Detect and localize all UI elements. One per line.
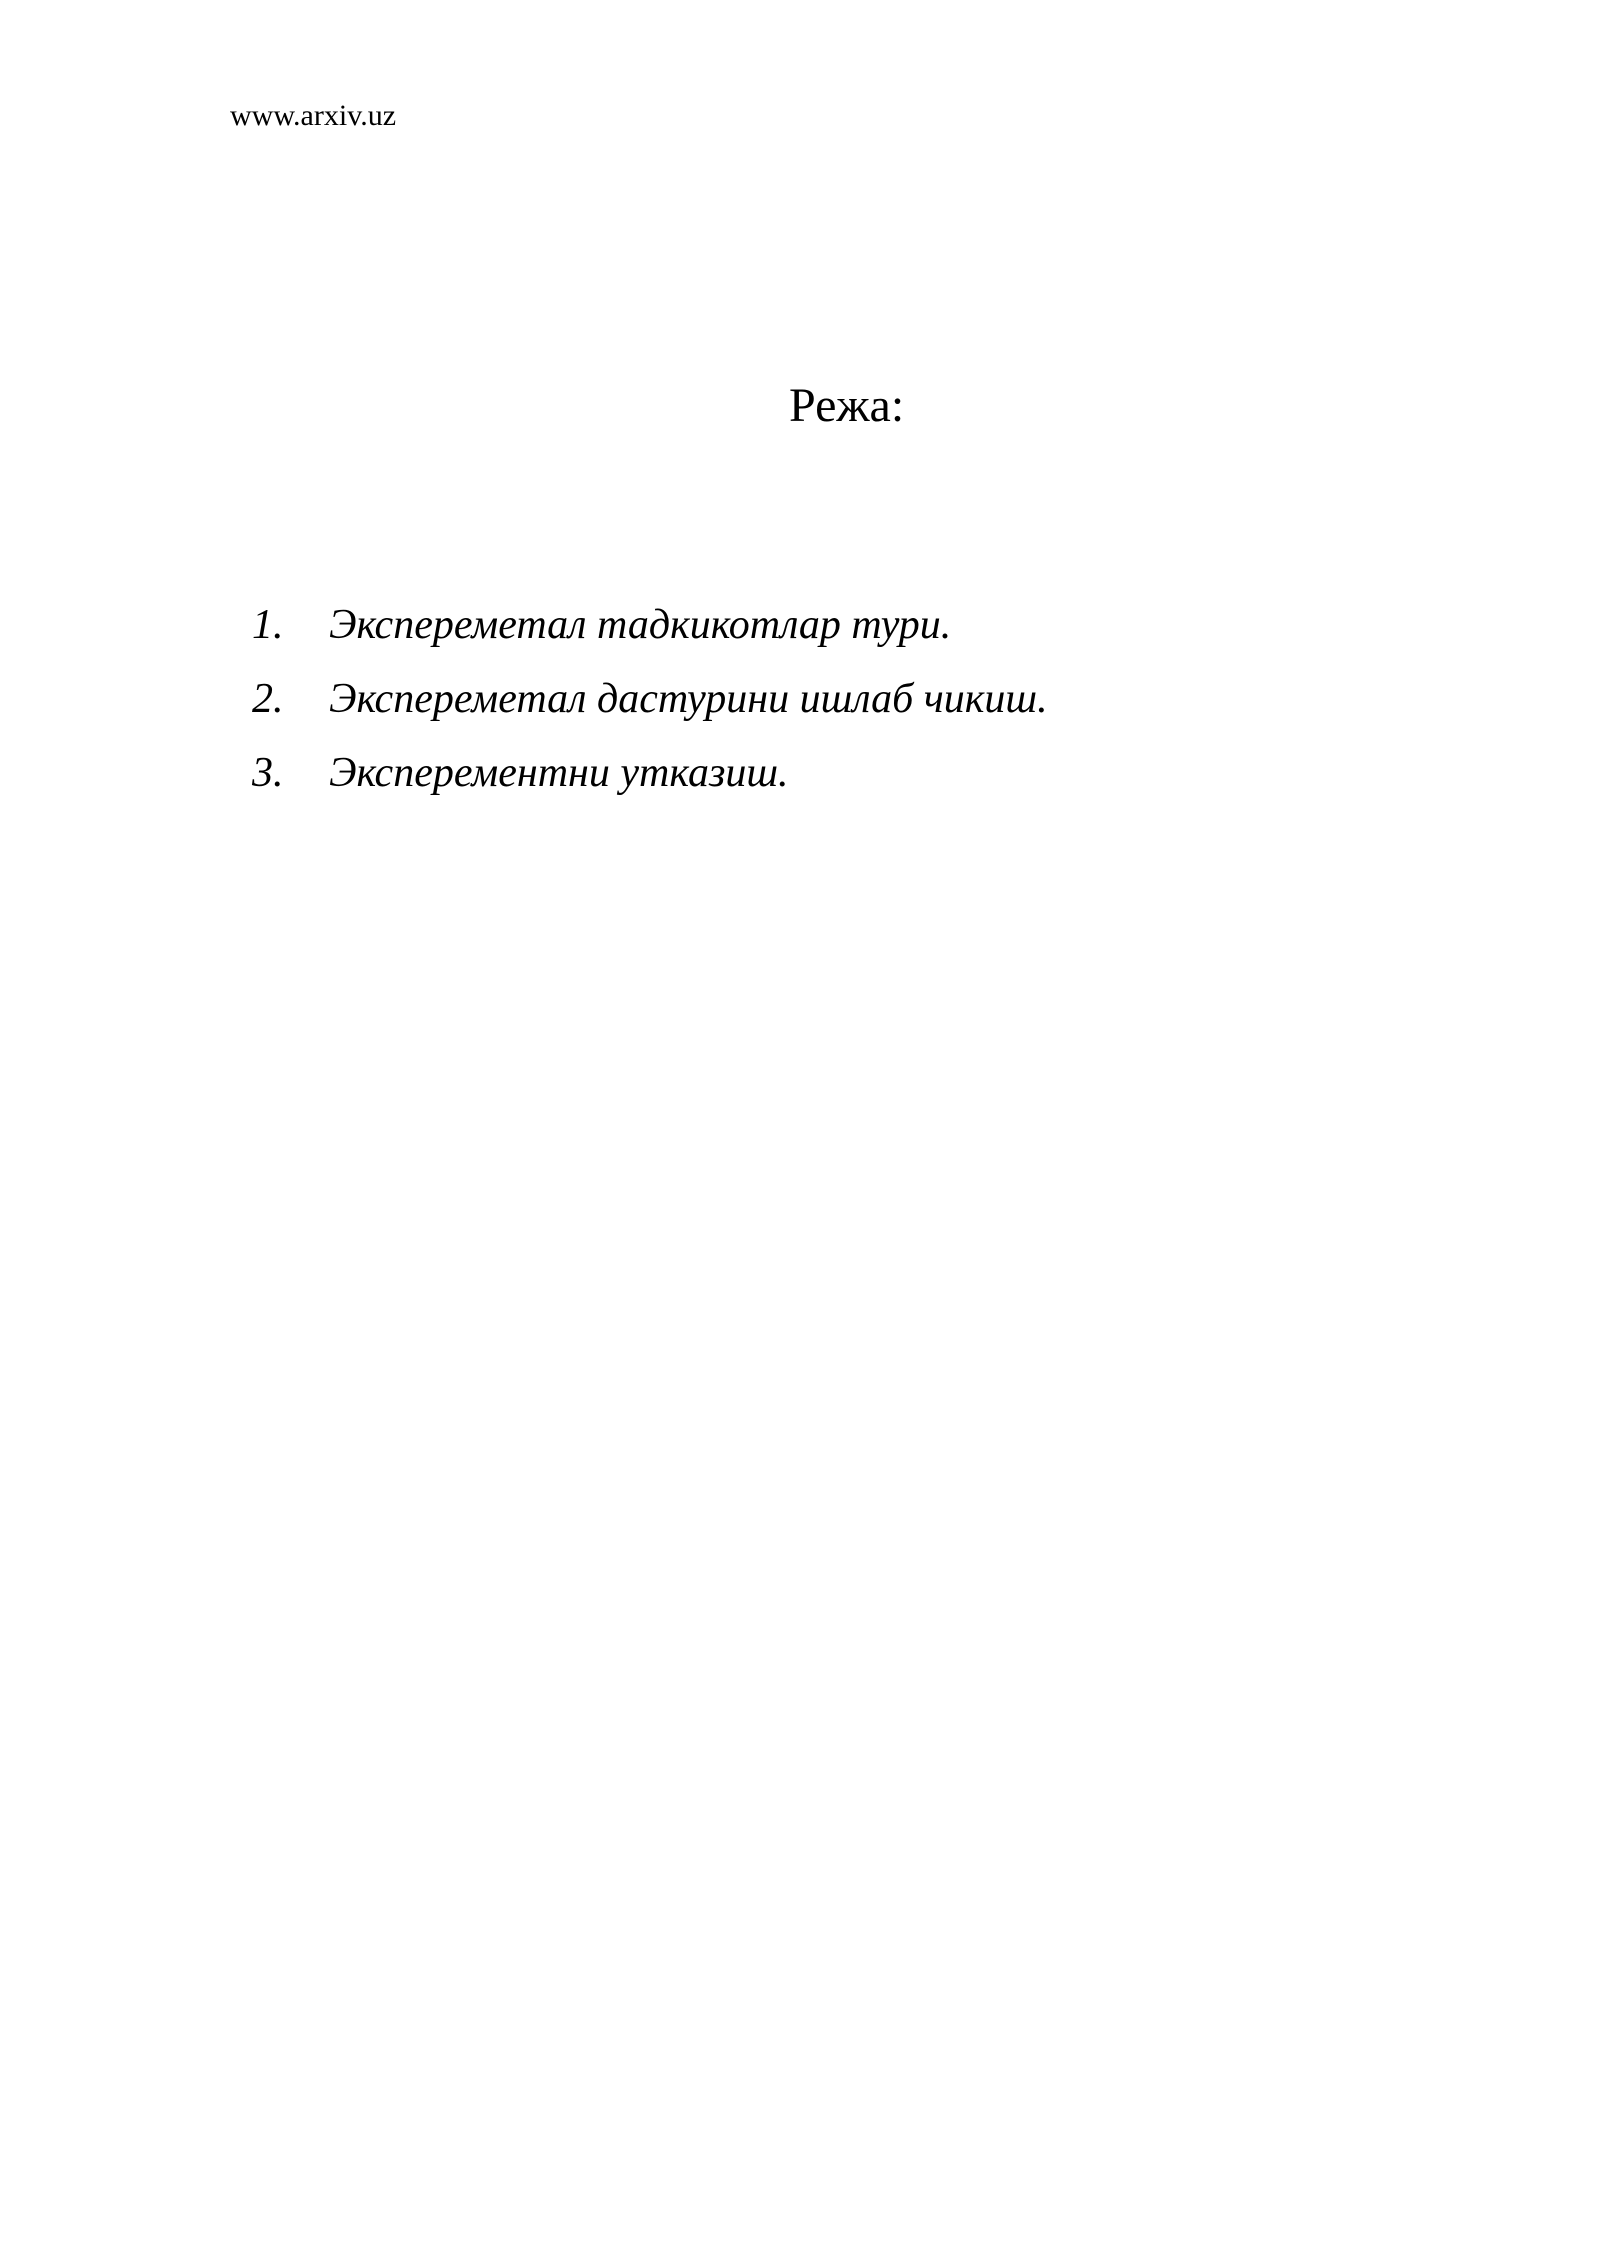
list-item-number: 1. [252, 602, 284, 648]
list-item-number: 2. [252, 676, 284, 722]
list-item-number: 3. [252, 750, 284, 796]
list-item-text: Экспереметал тадкикотлар тури. [329, 602, 952, 648]
list-item-text: Экспереметал дастурини ишлаб чикиш. [329, 676, 1048, 722]
list-item-text: Эксперементни утказиш. [329, 750, 789, 796]
header-url: www.arxiv.uz [230, 99, 397, 132]
plan-title: Режа: [789, 379, 905, 432]
